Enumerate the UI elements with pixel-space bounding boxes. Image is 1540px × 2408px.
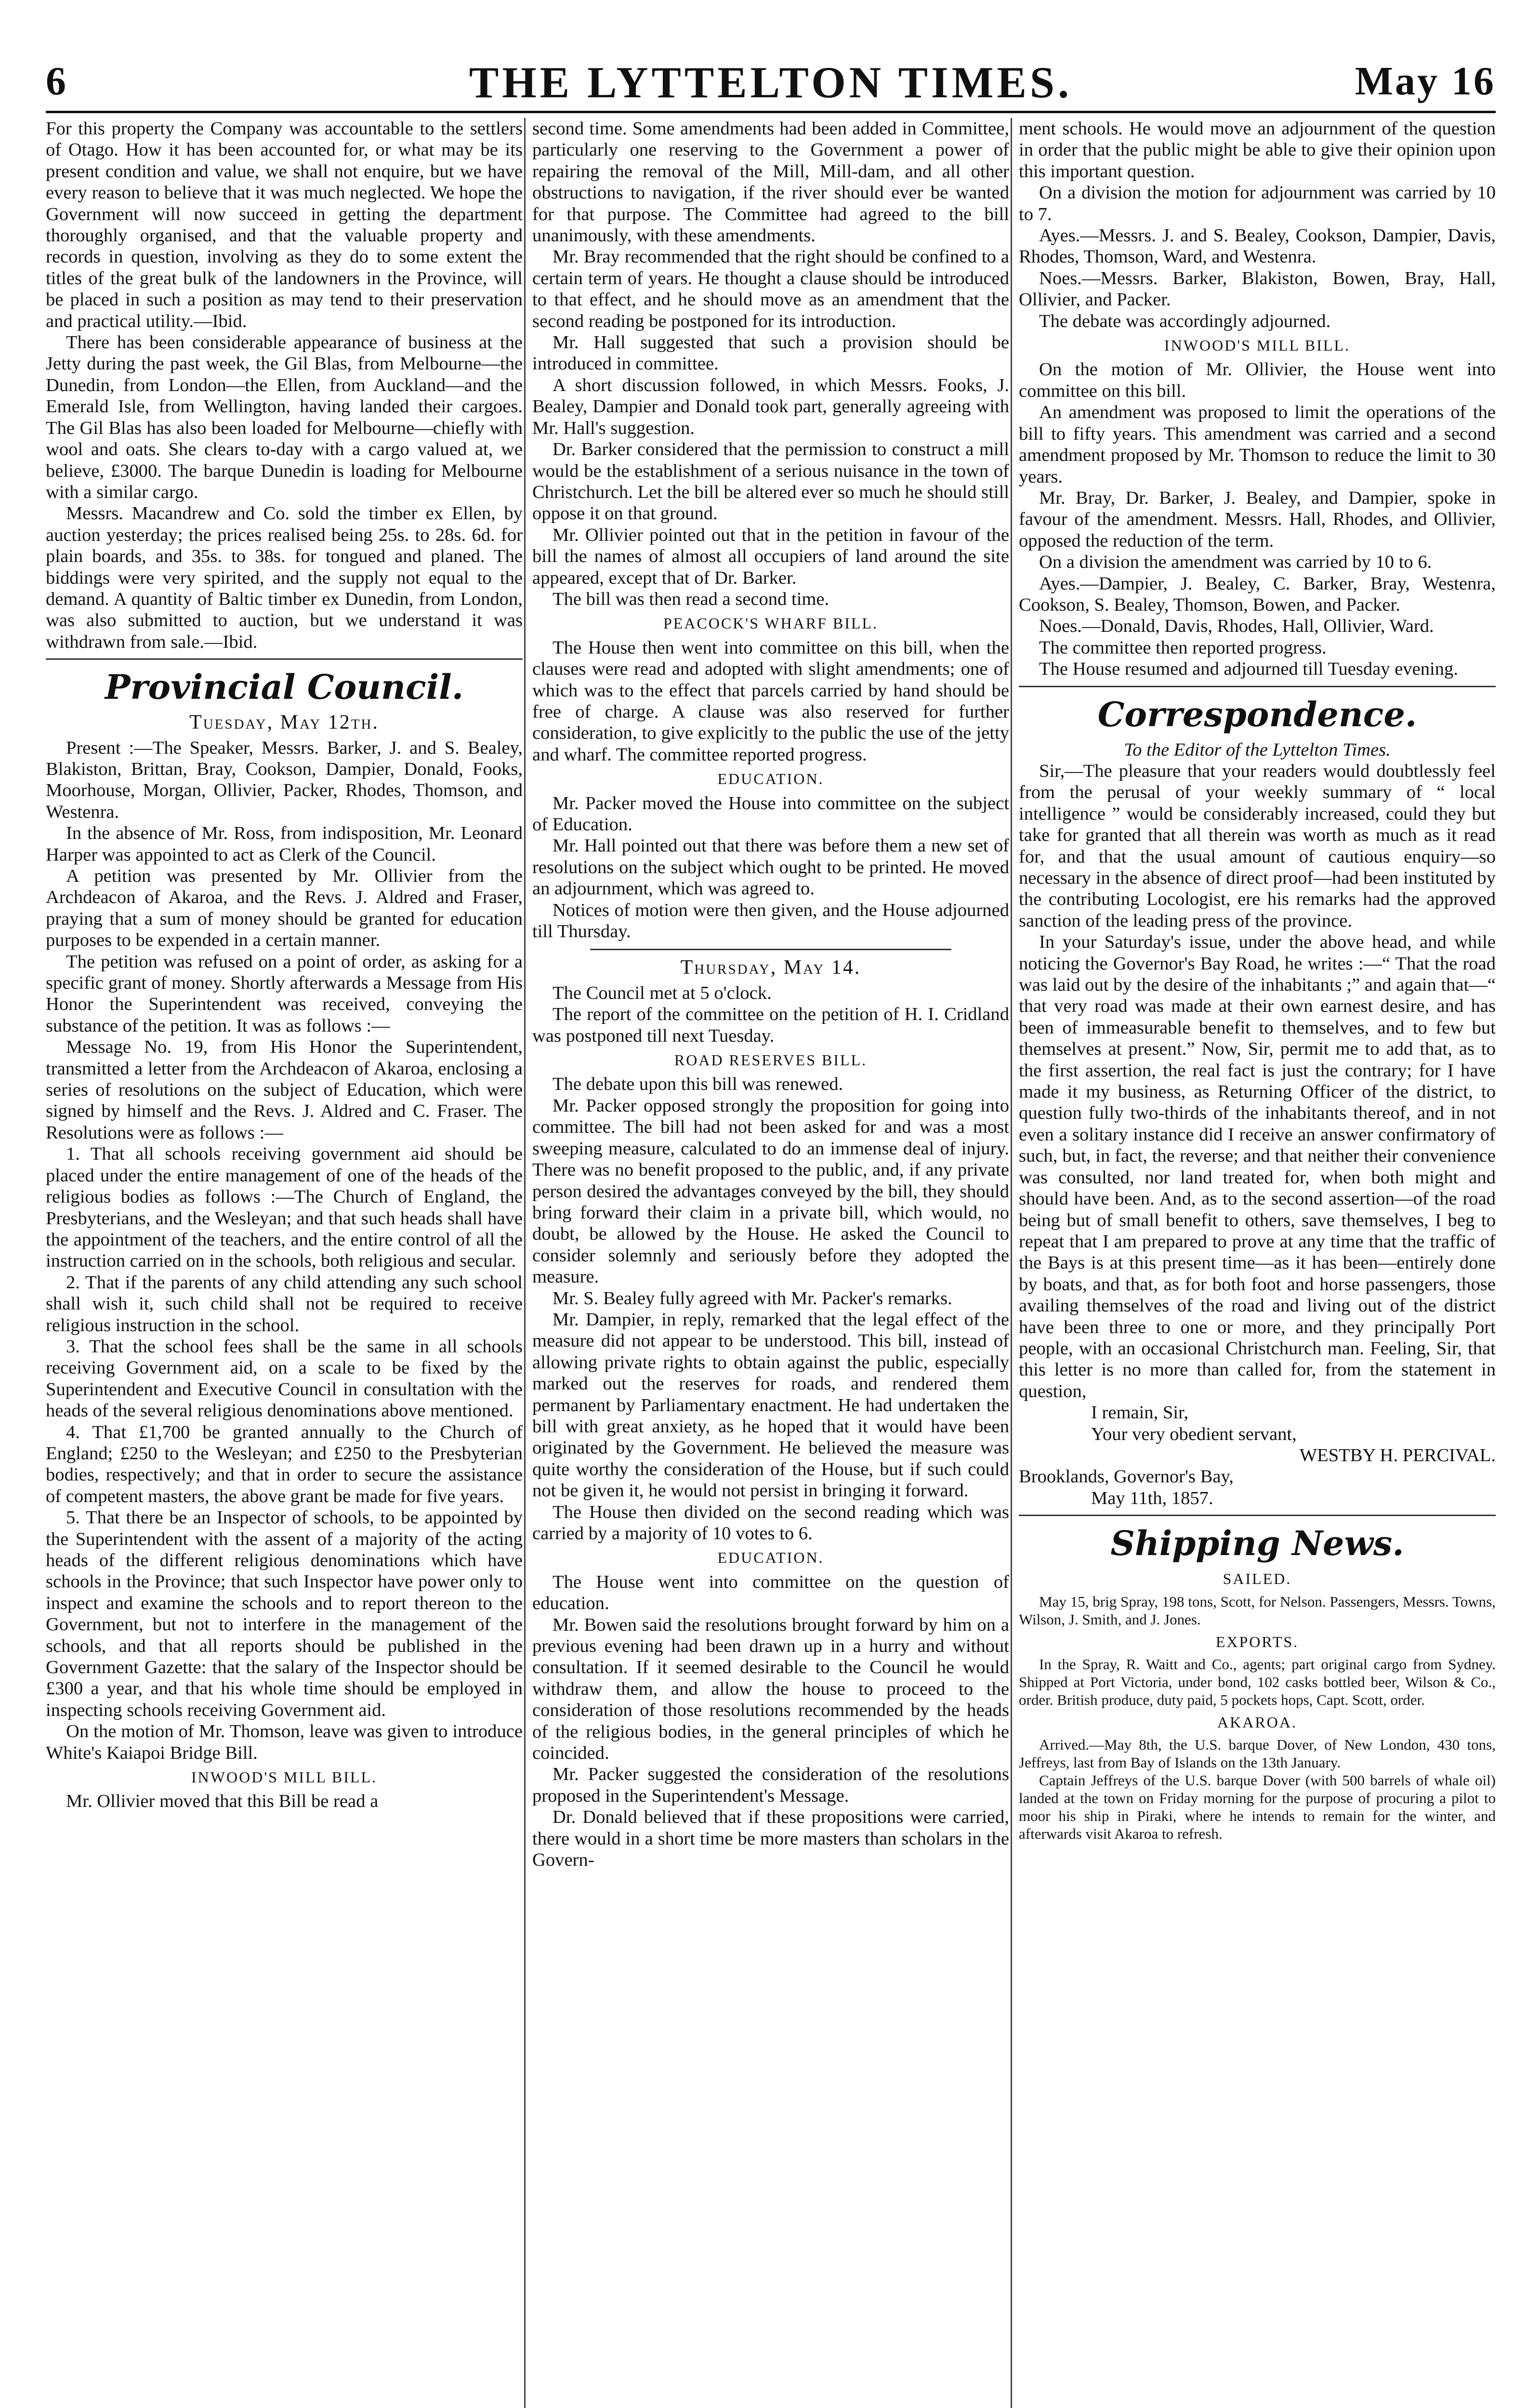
- paragraph: Dr. Donald believed that if these propositions were carried, there would in a short time be more masters than scholars in the Govern-: [532, 1807, 1009, 1871]
- letter-closing: I remain, Sir,: [1091, 1402, 1189, 1423]
- paragraph: Sir,—The pleasure that your readers would doubtlessly feel from the perusal of your weekly summary of “ local intelligence ” would be considerably increased, could they but take for granted that all therein was worth as much as it read for, and that the usual amount of cautious enquiry—so necessary in the absence of direct proof—had been instituted by the contributing Locologist, ere his remarks had the approved sanction of the leading press of the province.: [1019, 760, 1496, 931]
- paragraph: The bill was then read a second time.: [553, 589, 829, 609]
- subheading: SAILED.: [1223, 1570, 1292, 1588]
- paragraph: The report of the committee on the petition of H. I. Cridland was postponed till next Tuesday.: [532, 1004, 1009, 1046]
- resolution: 2. That if the parents of any child attending any such school shall wish it, such child shall not be required to receive religious instruction in the school.: [46, 1272, 523, 1335]
- paragraph: Message No. 19, from His Honor the Superintendent, transmitted a letter from the Archdeacon of Akaroa, enclosing a series of resolutions on the subject of Education, which were signed by himself and the Revs. J. Aldred and C. Fraser. The Resolutions were as follows :—: [46, 1037, 523, 1143]
- paragraph: Dr. Barker considered that the permission to construct a mill would be the establishment of a serious nuisance in the town of Christchurch. Let the bill be altered ever so much he should still oppose it on that ground.: [532, 439, 1009, 524]
- subheading: EDUCATION.: [717, 770, 824, 788]
- shipping-entry: Captain Jeffreys of the U.S. barque Dover (with 500 barrels of whale oil) landed at the town on Friday morning for the purpose of procuring a pilot to moor his ship in Piraki, where he intends to remain for the winter, and afterwards visit Akaroa to refresh.: [1019, 1772, 1496, 1843]
- paragraph: In your Saturday's issue, under the above head, and while noticing the Governor's Bay Road, he writes :—“ That the road was laid out by the desire of the inhabitants ;” and again that—“ that very road was made at their own earnest desire, and has been of immeasurable benefit to themselves, and to few but themselves at present.” Now, Sir, permit me to add that, as to the first assertion, the real fact is just the contrary; for I have made it my business, as Returning Officer of the district, to question fully two-thirds of the inhabitants thereof, and in not even a solitary instance did I receive an answer confirmatory of such, but, in fact, the reverse; and that neither their convenience was consulted, nor land treated for, when both might and should have been. And, as to the second assertion—of the road being but of small benefit to others, save themselves, I beg to repeat that I am prepared to prove at any time that the traffic of the Bays is at this present time—as it has been—entirely done by boats, and that, as for both foot and horse passengers, those availing themselves of the road and living out of the district have been three to one or more, and they principally Port people, with an occasional Christchurch man. Feeling, Sir, that this letter is no more than called for, from the statement in question,: [1019, 932, 1496, 1401]
- letter-date: May 11th, 1857.: [1091, 1488, 1213, 1508]
- masthead: [46, 53, 1496, 113]
- paragraph: The petition was refused on a point of order, as asking for a specific grant of money. Shortly afterwards a Message from His Honor the Superintendent was received, conveying the substance of the petition. It was as follows :—: [46, 951, 523, 1036]
- letter-address: Brooklands, Governor's Bay,: [1019, 1466, 1234, 1487]
- paragraph: Present :—The Speaker, Messrs. Barker, J. and S. Bealey, Blakiston, Brittan, Bray, Cookson, Dampier, Donald, Fooks, Moorhouse, Morgan, Ollivier, Packer, Rhodes, Thomson, and Westenra.: [46, 737, 523, 822]
- column-rule-2: [1011, 118, 1012, 2408]
- paragraph: The House then went into committee on this bill, when the clauses were read and adopted with slight amendments; one of which was to the effect that parcels carried by hand should be free of charge. A clause was also reserved for further consideration, to give explicitly to the public the use of the jetty and wharf. The committee reported progress.: [532, 637, 1009, 765]
- subheading: INWOOD'S MILL BILL.: [1164, 337, 1350, 354]
- vote-noes: Noes.—Donald, Davis, Rhodes, Hall, Ollivier, Ward.: [1039, 616, 1434, 637]
- paragraph: Notices of motion were then given, and the House adjourned till Thursday.: [532, 900, 1009, 942]
- paragraph: In the absence of Mr. Ross, from indisposition, Mr. Leonard Harper was appointed to act as Clerk of the Council.: [46, 823, 523, 865]
- resolution: 4. That £1,700 be granted annually to the Church of England; £250 to the Wesleyan; and £250 to the Presbyterian bodies, respectively; and that in order to secure the assistance of competent masters, the above grant be made for five years.: [46, 1422, 523, 1506]
- column-2: [532, 118, 1009, 2408]
- paragraph: Mr. Bray recommended that the right should be confined to a certain term of years. He thought a clause should be introduced to that effect, and he should move as an amendment that the second reading be postponed for its introduction.: [532, 247, 1009, 331]
- column-rule-1: [524, 118, 526, 2408]
- paragraph: There has been considerable appearance of business at the Jetty during the past week, the Gil Blas, from Melbourne—the Dunedin, from London—the Ellen, from Auckland—and the Emerald Isle, from Wellington, having landed their cargoes. The Gil Blas has also been loaded for Melbourne—chiefly with wool and oats. She clears to-day with a cargo valued at, we believe, £3000. The barque Dunedin is loading for Melbourne with a similar cargo.: [46, 332, 523, 502]
- paragraph: The House went into committee on the question of education.: [532, 1571, 1009, 1614]
- vote-noes: Noes.—Messrs. Barker, Blakiston, Bowen, Bray, Hall, Ollivier, and Packer.: [1019, 268, 1496, 310]
- paragraph: Mr. Bray, Dr. Barker, J. Bealey, and Dampier, spoke in favour of the amendment. Messrs. Hall, Rhodes, and Ollivier, opposed the reduction of the term.: [1019, 487, 1496, 551]
- paragraph: Mr. Packer suggested the consideration of the resolutions proposed in the Superintendent's Message.: [532, 1764, 1009, 1806]
- paragraph: Mr. Packer opposed strongly the proposition for going into committee. The bill had not been asked for and was a most sweeping measure, calculated to do an immense deal of injury. There was no benefit proposed to the public, and, if any private person desired the advantages conveyed by the bill, they should bring forward their claim in a private bill, which would, no doubt, be allowed by the House. He asked the Council to consider solemnly and seriously before they adopted the measure.: [532, 1095, 1009, 1287]
- shipping-entry: May 15, brig Spray, 198 tons, Scott, for Nelson. Passengers, Messrs. Towns, Wilson, J. Smith, and J. Jones.: [1019, 1593, 1496, 1628]
- paragraph: The Council met at 5 o'clock.: [553, 982, 772, 1003]
- paragraph: ment schools. He would move an adjournment of the question in order that the public might be able to give their opinion upon this important question.: [1019, 118, 1496, 182]
- paragraph: An amendment was proposed to limit the operations of the bill to fifty years. This amendment was carried and a second amendment proposed by Mr. Thomson to reduce the limit to 30 years.: [1019, 402, 1496, 487]
- newspaper-title: THE LYTTELTON TIMES.: [469, 58, 1073, 107]
- resolution: 5. That there be an Inspector of schools, to be appointed by the Superintendent with the assent of a majority of the acting heads of the different religious denominations which have schools in the Province; that such Inspector have power only to inspect and examine the schools and to report thereon to the Government, but not to interfere in the management of the schools, and that all reports should be published in the Government Gazette: that the salary of the Inspector should be £300 a year, and that his whole time should be employed in inspecting schools receiving Government aid.: [46, 1507, 523, 1720]
- section-heading-shipping-news: Shipping News.: [1110, 1523, 1404, 1564]
- paragraph: The debate was accordingly adjourned.: [1039, 311, 1331, 331]
- shipping-entry: In the Spray, R. Waitt and Co., agents; part original cargo from Sydney. Shipped at Port Victoria, under bond, 102 casks bottled beer, Wilson & Co., order. British produce, duty paid, 5 pockets hops, Capt. Scott, order.: [1019, 1656, 1496, 1708]
- section-divider: [1019, 686, 1496, 687]
- subheading: PEACOCK'S WHARF BILL.: [663, 615, 878, 632]
- paragraph: Mr. Packer moved the House into committee on the subject of Education.: [532, 793, 1009, 835]
- subheading: EDUCATION.: [717, 1549, 824, 1567]
- paragraph: Mr. Ollivier moved that this Bill be read a: [66, 1791, 379, 1812]
- paragraph: Messrs. Macandrew and Co. sold the timber ex Ellen, by auction yesterday; the prices realised being 25s. to 28s. 6d. for plain boards, and 35s. to 38s. for tongued and planed. The biddings were very spirited, and the supply not equal to the demand. A quantity of Baltic timber ex Dunedin, from London, was also submitted to auction, but we understand it was withdrawn from sale.—Ibid.: [46, 503, 523, 652]
- resolution: 3. That the school fees shall be the same in all schools receiving Government aid, on a scale to be fixed by the Superintendent and Executive Council in consultation with the heads of the several religious denominations above mentioned.: [46, 1336, 523, 1421]
- paragraph: Mr. Hall suggested that such a provision should be introduced in committee.: [532, 332, 1009, 374]
- vote-ayes: Ayes.—Messrs. J. and S. Bealey, Cookson, Dampier, Davis, Rhodes, Thomson, Ward, and Westenra.: [1019, 225, 1496, 267]
- paragraph: The House resumed and adjourned till Tuesday evening.: [1039, 659, 1458, 680]
- subheading: AKAROA.: [1217, 1714, 1297, 1731]
- subheading: EXPORTS.: [1215, 1633, 1299, 1650]
- paragraph: On a division the motion for adjournment was carried by 10 to 7.: [1019, 183, 1496, 224]
- resolution: 1. That all schools receiving government aid should be placed under the entire management of one of the heads of the religious bodies as follows :—The Church of England, the Presbyterians, and the Wesleyan; and that such heads shall have the appointment of the teachers, and the entire control of all the instruction carried on in the schools, both religious and secular.: [46, 1144, 523, 1271]
- paragraph: For this property the Company was accountable to the settlers of Otago. How it has been accounted for, or what may be its present condition and value, we shall not enquire, but we have every reason to believe that it was much neglected. We hope the Government will now succeed in getting the department thoroughly organised, and that the valuable property and records in question, involving as they do to some extent the titles of the great bulk of the landowners in the Province, will be placed in such a position as may tend to their preservation and practical utility.—Ibid.: [46, 118, 523, 331]
- paragraph: The committee then reported progress.: [1039, 637, 1327, 658]
- issue-date: May 16: [1355, 59, 1496, 104]
- shipping-entry: Arrived.—May 8th, the U.S. barque Dover, of New London, 430 tons, Jeffreys, last from Bay of Islands on the 13th January.: [1019, 1736, 1496, 1771]
- section-divider: [46, 658, 523, 660]
- paragraph: Mr. Dampier, in reply, remarked that the legal effect of the measure did not appear to be understood. This bill, instead of allowing private rights to obtain against the public, especially marked out the reserves for roads, and rendered them permanent by Parliamentary enactment. He had undertaken the bill with great anxiety, as he hoped that it would have been originated by the Government. He believed the measure was quite worthy the consideration of the House, but if such could not be given it, he would not persist in bringing it forward.: [532, 1309, 1009, 1501]
- letter-closing: Your very obedient servant,: [1091, 1424, 1297, 1444]
- session-date: Thursday, May 14.: [680, 956, 861, 979]
- letter-signature: WESTBY H. PERCIVAL.: [1299, 1445, 1496, 1466]
- divider: [590, 949, 951, 950]
- vote-ayes: Ayes.—Dampier, J. Bealey, C. Barker, Bray, Westenra, Cookson, S. Bealey, Thomson, Bowen, and Packer.: [1019, 573, 1496, 615]
- paragraph: The House then divided on the second reading which was carried by a majority of 10 votes to 6.: [532, 1502, 1009, 1544]
- paragraph: A short discussion followed, in which Messrs. Fooks, J. Bealey, Dampier and Donald took part, generally agreeing with Mr. Hall's suggestion.: [532, 375, 1009, 438]
- section-heading-correspondence: Correspondence.: [1097, 694, 1417, 734]
- paragraph: A petition was presented by Mr. Ollivier from the Archdeacon of Akaroa, and the Revs. J. Aldred and Fraser, praying that a sum of money should be granted for education purposes to be expended in a certain manner.: [46, 866, 523, 951]
- section-divider: [1019, 1515, 1496, 1516]
- paragraph: Mr. Ollivier pointed out that in the petition in favour of the bill the names of almost all occupiers of land around the site appeared, except that of Dr. Barker.: [532, 524, 1009, 588]
- paragraph: Mr. Hall pointed out that there was before them a new set of resolutions on the subject which ought to be printed. He moved an adjournment, which was agreed to.: [532, 836, 1009, 899]
- paragraph: Mr. Bowen said the resolutions brought forward by him on a previous evening had been drawn up in a hurry and without consultation. If it seemed desirable to the Council he would withdraw them, and allow the house to proceed to the consideration of those resolutions recommended by the heads of the religious bodies, in the general principles of which he coincided.: [532, 1614, 1009, 1764]
- paragraph: second time. Some amendments had been added in Committee, particularly one reserving to the Government a power of repairing the removal of the Mill, Mill-dam, and all other obstructions to navigation, if the river should ever be wanted for that purpose. The Committee had agreed to the bill unanimously, with these amendments.: [532, 118, 1009, 246]
- session-date: Tuesday, May 12th.: [189, 711, 379, 734]
- letter-salutation-header: To the Editor of the Lyttelton Times.: [1124, 739, 1391, 760]
- section-heading-provincial-council: Provincial Council.: [105, 667, 464, 707]
- subheading: ROAD RESERVES BILL.: [674, 1051, 868, 1069]
- paragraph: On the motion of Mr. Thomson, leave was given to introduce White's Kaiapoi Bridge Bill.: [46, 1721, 523, 1763]
- column-1: [46, 118, 523, 2408]
- paragraph: The debate upon this bill was renewed.: [553, 1074, 843, 1095]
- page-number: 6: [46, 59, 66, 104]
- paragraph: On a division the amendment was carried by 10 to 6.: [1039, 552, 1432, 573]
- paragraph: On the motion of Mr. Ollivier, the House went into committee on this bill.: [1019, 359, 1496, 401]
- column-3: [1019, 118, 1496, 2408]
- subheading: INWOOD'S MILL BILL.: [191, 1768, 377, 1786]
- paragraph: Mr. S. Bealey fully agreed with Mr. Packer's remarks.: [553, 1288, 952, 1309]
